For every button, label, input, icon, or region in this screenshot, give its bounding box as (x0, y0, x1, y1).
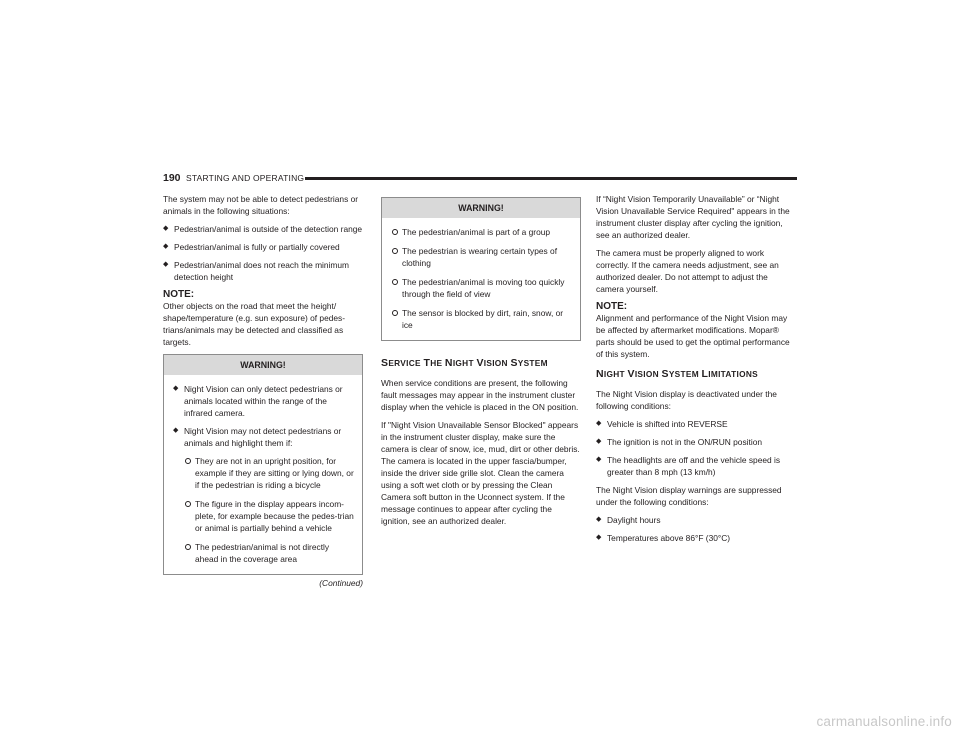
list-item: ◆ Night Vision can only detect pedestrians or animals located within the range of the infrared camera. (173, 383, 354, 419)
column-1 (163, 193, 363, 589)
list-item: ◆ Temperatures above 86°F (30°C) (596, 532, 796, 544)
intro-paragraph: The system may not be able to detect pedestrians or animals in the following situations: (163, 194, 359, 216)
page-number: 190 (163, 172, 181, 184)
watermark: carmanualsonline.info (816, 714, 952, 729)
note-heading: NOTE: (163, 289, 195, 300)
warning-sublist (391, 226, 572, 331)
list-item-text: Night Vision may not detect pedestrians or animals and highlight them if: (184, 426, 342, 448)
sub-list-item: They are not in an upright position, for example if they are sitting or lying down, or if the pedestrian is riding a bicycle (184, 455, 354, 491)
warning-heading: WARNING! (382, 198, 580, 218)
list-item: ◆ Pedestrian/animal is fully or partially covered (163, 241, 363, 253)
situation-list (163, 223, 363, 283)
warning-body (164, 375, 362, 574)
warning-body (382, 218, 580, 340)
note-text: Alignment and performance of the Night Vision may be affected by aftermarket modifications. Mopar® parts should be used to get the optimal performance of this system. (596, 313, 790, 359)
list-item: ◆ The headlights are off and the vehicle speed is greater than 8 mph (13 km/h) (596, 454, 796, 478)
body-paragraph: The camera must be properly aligned to work correctly. If the camera needs adjustment, see an authorized dealer. Do not attempt to adjust the camera yourself. (596, 248, 779, 294)
sub-list-item: The figure in the display appears incom-plete, for example because the pedes-trian or animal is partially behind a vehicle (184, 498, 354, 534)
column-2 (381, 193, 581, 533)
list-item: ◆ Pedestrian/animal is outside of the detection range (163, 223, 363, 235)
warning-list (173, 383, 354, 565)
sub-list-item: The sensor is blocked by dirt, rain, snow, or ice (391, 307, 572, 331)
sub-list-item: The pedestrian/animal is moving too quickly through the field of view (391, 276, 572, 300)
body-paragraph: If “Night Vision Temporarily Unavailable” or “Night Vision Unavailable Service Required" appears in the instrument cluster display after cycling the ignition, see an authorized dealer. (596, 194, 790, 240)
service-heading: SERVICE THE NIGHT VISION SYSTEM (381, 357, 548, 369)
body-paragraph: The Night Vision display is deactivated under the following conditions: (596, 389, 777, 411)
list-item: ◆ Vehicle is shifted into REVERSE (596, 418, 796, 430)
note-heading: NOTE: (596, 301, 628, 312)
suppression-list (596, 514, 796, 544)
sub-list-item: The pedestrian/animal is not directly ahead in the coverage area (184, 541, 354, 565)
section-title: STARTING AND OPERATING (186, 173, 305, 183)
continued-label: (Continued) (319, 578, 363, 588)
list-item: ◆ The ignition is not in the ON/RUN position (596, 436, 796, 448)
warning-box-continued (381, 197, 581, 341)
list-item (173, 425, 354, 565)
sub-list-item: The pedestrian/animal is part of a group (391, 226, 572, 238)
body-paragraph: The Night Vision display warnings are suppressed under the following conditions: (596, 485, 782, 507)
warning-sublist (184, 455, 354, 565)
list-item: ◆ Pedestrian/animal does not reach the minimum detection height (163, 259, 363, 283)
header-rule (305, 177, 797, 180)
column-3 (596, 193, 796, 550)
deactivation-list (596, 418, 796, 478)
note-text: Other objects on the road that meet the height/ shape/temperature (e.g. sun exposure) of pedes-trians/animals may be detected and classified as targets. (163, 301, 346, 347)
warning-box (163, 354, 363, 575)
warning-heading: WARNING! (164, 355, 362, 375)
list-item: ◆ Daylight hours (596, 514, 796, 526)
limitations-heading: NIGHT VISION SYSTEM LIMITATIONS (596, 368, 758, 380)
service-paragraph: If "Night Vision Unavailable Sensor Blocked" appears in the instrument cluster display, make sure the camera is clear of snow, ice, mud, dirt or other debris. The camera is located in the upper fascia/bumper, inside the driver side grille slot. Clean the camera using a soft wet cloth or by pressing the Clean Camera soft button in the Uconnect system. If the message continues to appear after cycling the ignition, see an authorized dealer. (381, 420, 580, 526)
service-paragraph: When service conditions are present, the following fault messages may appear in the instrument cluster display when the vehicle is placed in the ON position. (381, 378, 579, 412)
sub-list-item: The pedestrian is wearing certain types of clothing (391, 245, 572, 269)
